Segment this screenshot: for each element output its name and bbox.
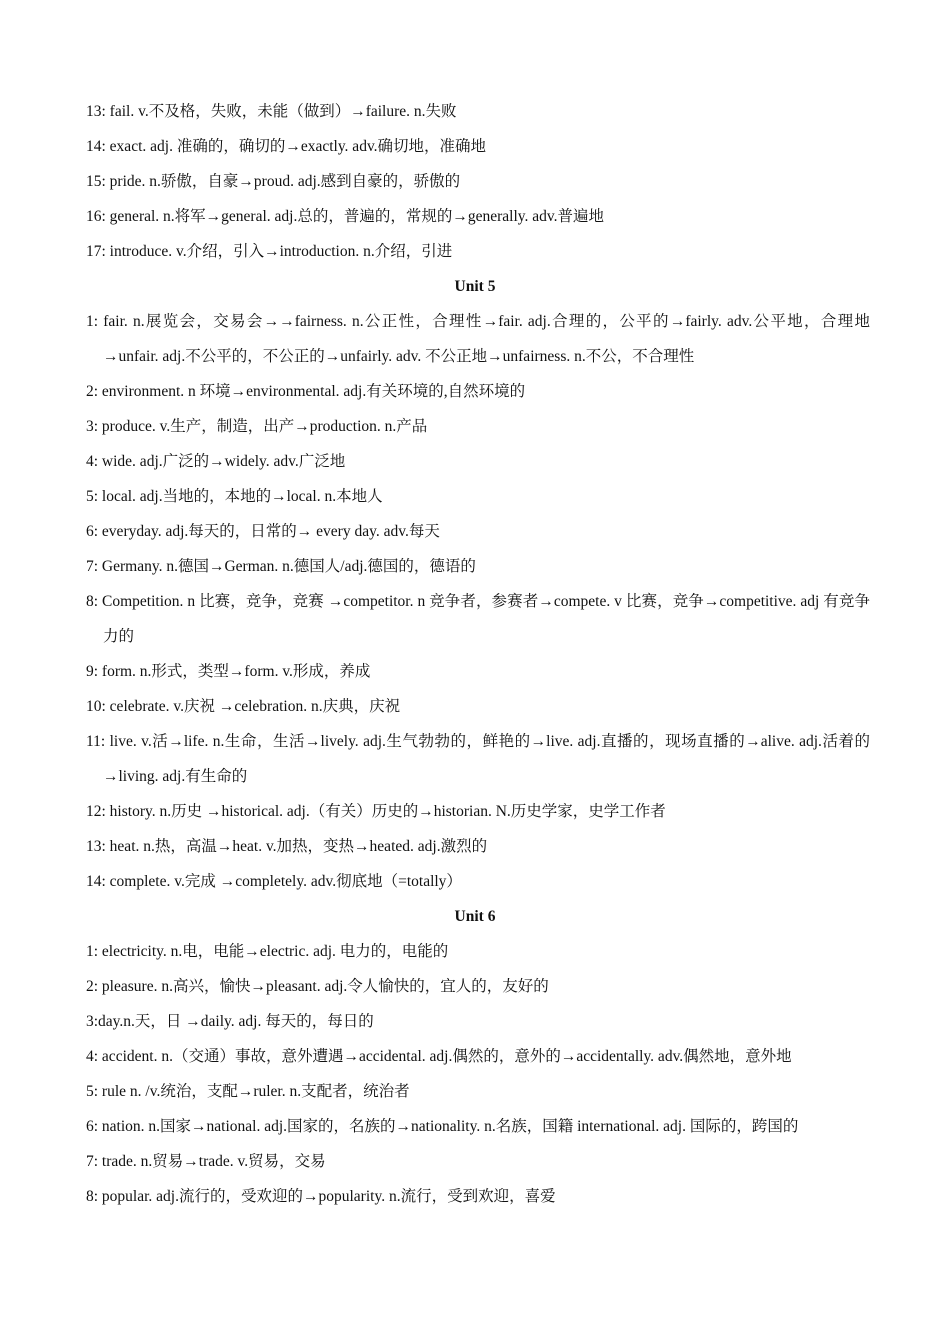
unit5-entry-1: 1: fair. n.展览会，交易会→→fairness. n.公正性，合理性→fair. adj.合理的，公平的→fairly. adv.公平地，合理地→unfair. adj.不公平的，不公正的→unfairly. adv. 不公正地→unfairness. n.不公，不合理性	[86, 313, 870, 365]
unit5-entry-6: 6: everyday. adj.每天的，日常的→ every day. adv.每天	[86, 523, 440, 540]
vocab-entry-14: 14: exact. adj. 准确的，确切的→exactly. adv.确切地，准确地	[86, 138, 487, 155]
unit6-entry-6: 6: nation. n.国家→national. adj.国家的，名族的→nationality. n.名族，国籍 international. adj. 国际的，跨国的	[86, 1118, 799, 1135]
unit6-entry-7: 7: trade. n.贸易→trade. v.贸易，交易	[86, 1153, 326, 1170]
unit-6-heading: Unit 6	[454, 908, 496, 925]
unit5-entry-7: 7: Germany. n.德国→German. n.德国人/adj.德国的，德语的	[86, 558, 476, 575]
vocabulary-list	[86, 94, 870, 1214]
unit5-entry-2: 2: environment. n 环境→environmental. adj.有关环境的,自然环境的	[86, 383, 526, 400]
unit5-entry-13: 13: heat. n.热，高温→heat. v.加热，变热→heated. adj.激烈的	[86, 838, 488, 855]
vocab-entry-16: 16: general. n.将军→general. adj.总的，普遍的，常规的→generally. adv.普遍地	[86, 208, 604, 225]
unit6-entry-1: 1: electricity. n.电，电能→electric. adj. 电力的，电能的	[86, 943, 449, 960]
unit5-entry-10: 10: celebrate. v.庆祝 →celebration. n.庆典，庆祝	[86, 698, 401, 715]
unit5-entry-9: 9: form. n.形式，类型→form. v.形成，养成	[86, 663, 371, 680]
unit6-entry-5: 5: rule n. /v.统治，支配→ruler. n.支配者，统治者	[86, 1083, 410, 1100]
vocab-entry-13: 13: fail. v.不及格，失败，未能（做到）→failure. n.失败	[86, 103, 457, 120]
unit5-entry-3: 3: produce. v.生产，制造，出产→production. n.产品	[86, 418, 428, 435]
unit5-entry-11: 11: live. v.活→life. n.生命，生活→lively. adj.生气勃勃的，鲜艳的→live. adj.直播的，现场直播的→alive. adj.活着的→living. adj.有生命的	[86, 733, 870, 785]
vocab-entry-15: 15: pride. n.骄傲，自豪→proud. adj.感到自豪的，骄傲的	[86, 173, 461, 190]
unit5-entry-4: 4: wide. adj.广泛的→widely. adv.广泛地	[86, 453, 346, 470]
unit6-entry-2: 2: pleasure. n.高兴，愉快→pleasant. adj.令人愉快的，宜人的，友好的	[86, 978, 549, 995]
unit-5-heading: Unit 5	[454, 278, 496, 295]
unit5-entry-5: 5: local. adj.当地的，本地的→local. n.本地人	[86, 488, 383, 505]
vocab-entry-17: 17: introduce. v.介绍，引入→introduction. n.介绍，引进	[86, 243, 453, 260]
unit6-entry-3: 3:day.n.天，日 →daily. adj. 每天的，每日的	[86, 1013, 374, 1030]
unit5-entry-14: 14: complete. v.完成 →completely. adv.彻底地（=totally）	[86, 873, 462, 890]
unit5-entry-8: 8: Competition. n 比赛，竞争，竞赛 →competitor. n 竞争者，参赛者→compete. v 比赛，竞争→competitive. adj 有竞争力的	[86, 593, 870, 645]
unit6-entry-8: 8: popular. adj.流行的，受欢迎的→popularity. n.流行，受到欢迎，喜爱	[86, 1188, 556, 1205]
unit6-entry-4: 4: accident. n.（交通）事故，意外遭遇→accidental. adj.偶然的，意外的→accidentally. adv.偶然地，意外地	[86, 1048, 792, 1065]
unit5-entry-12: 12: history. n.历史 →historical. adj.（有关）历史的→historian. N.历史学家，史学工作者	[86, 803, 666, 820]
